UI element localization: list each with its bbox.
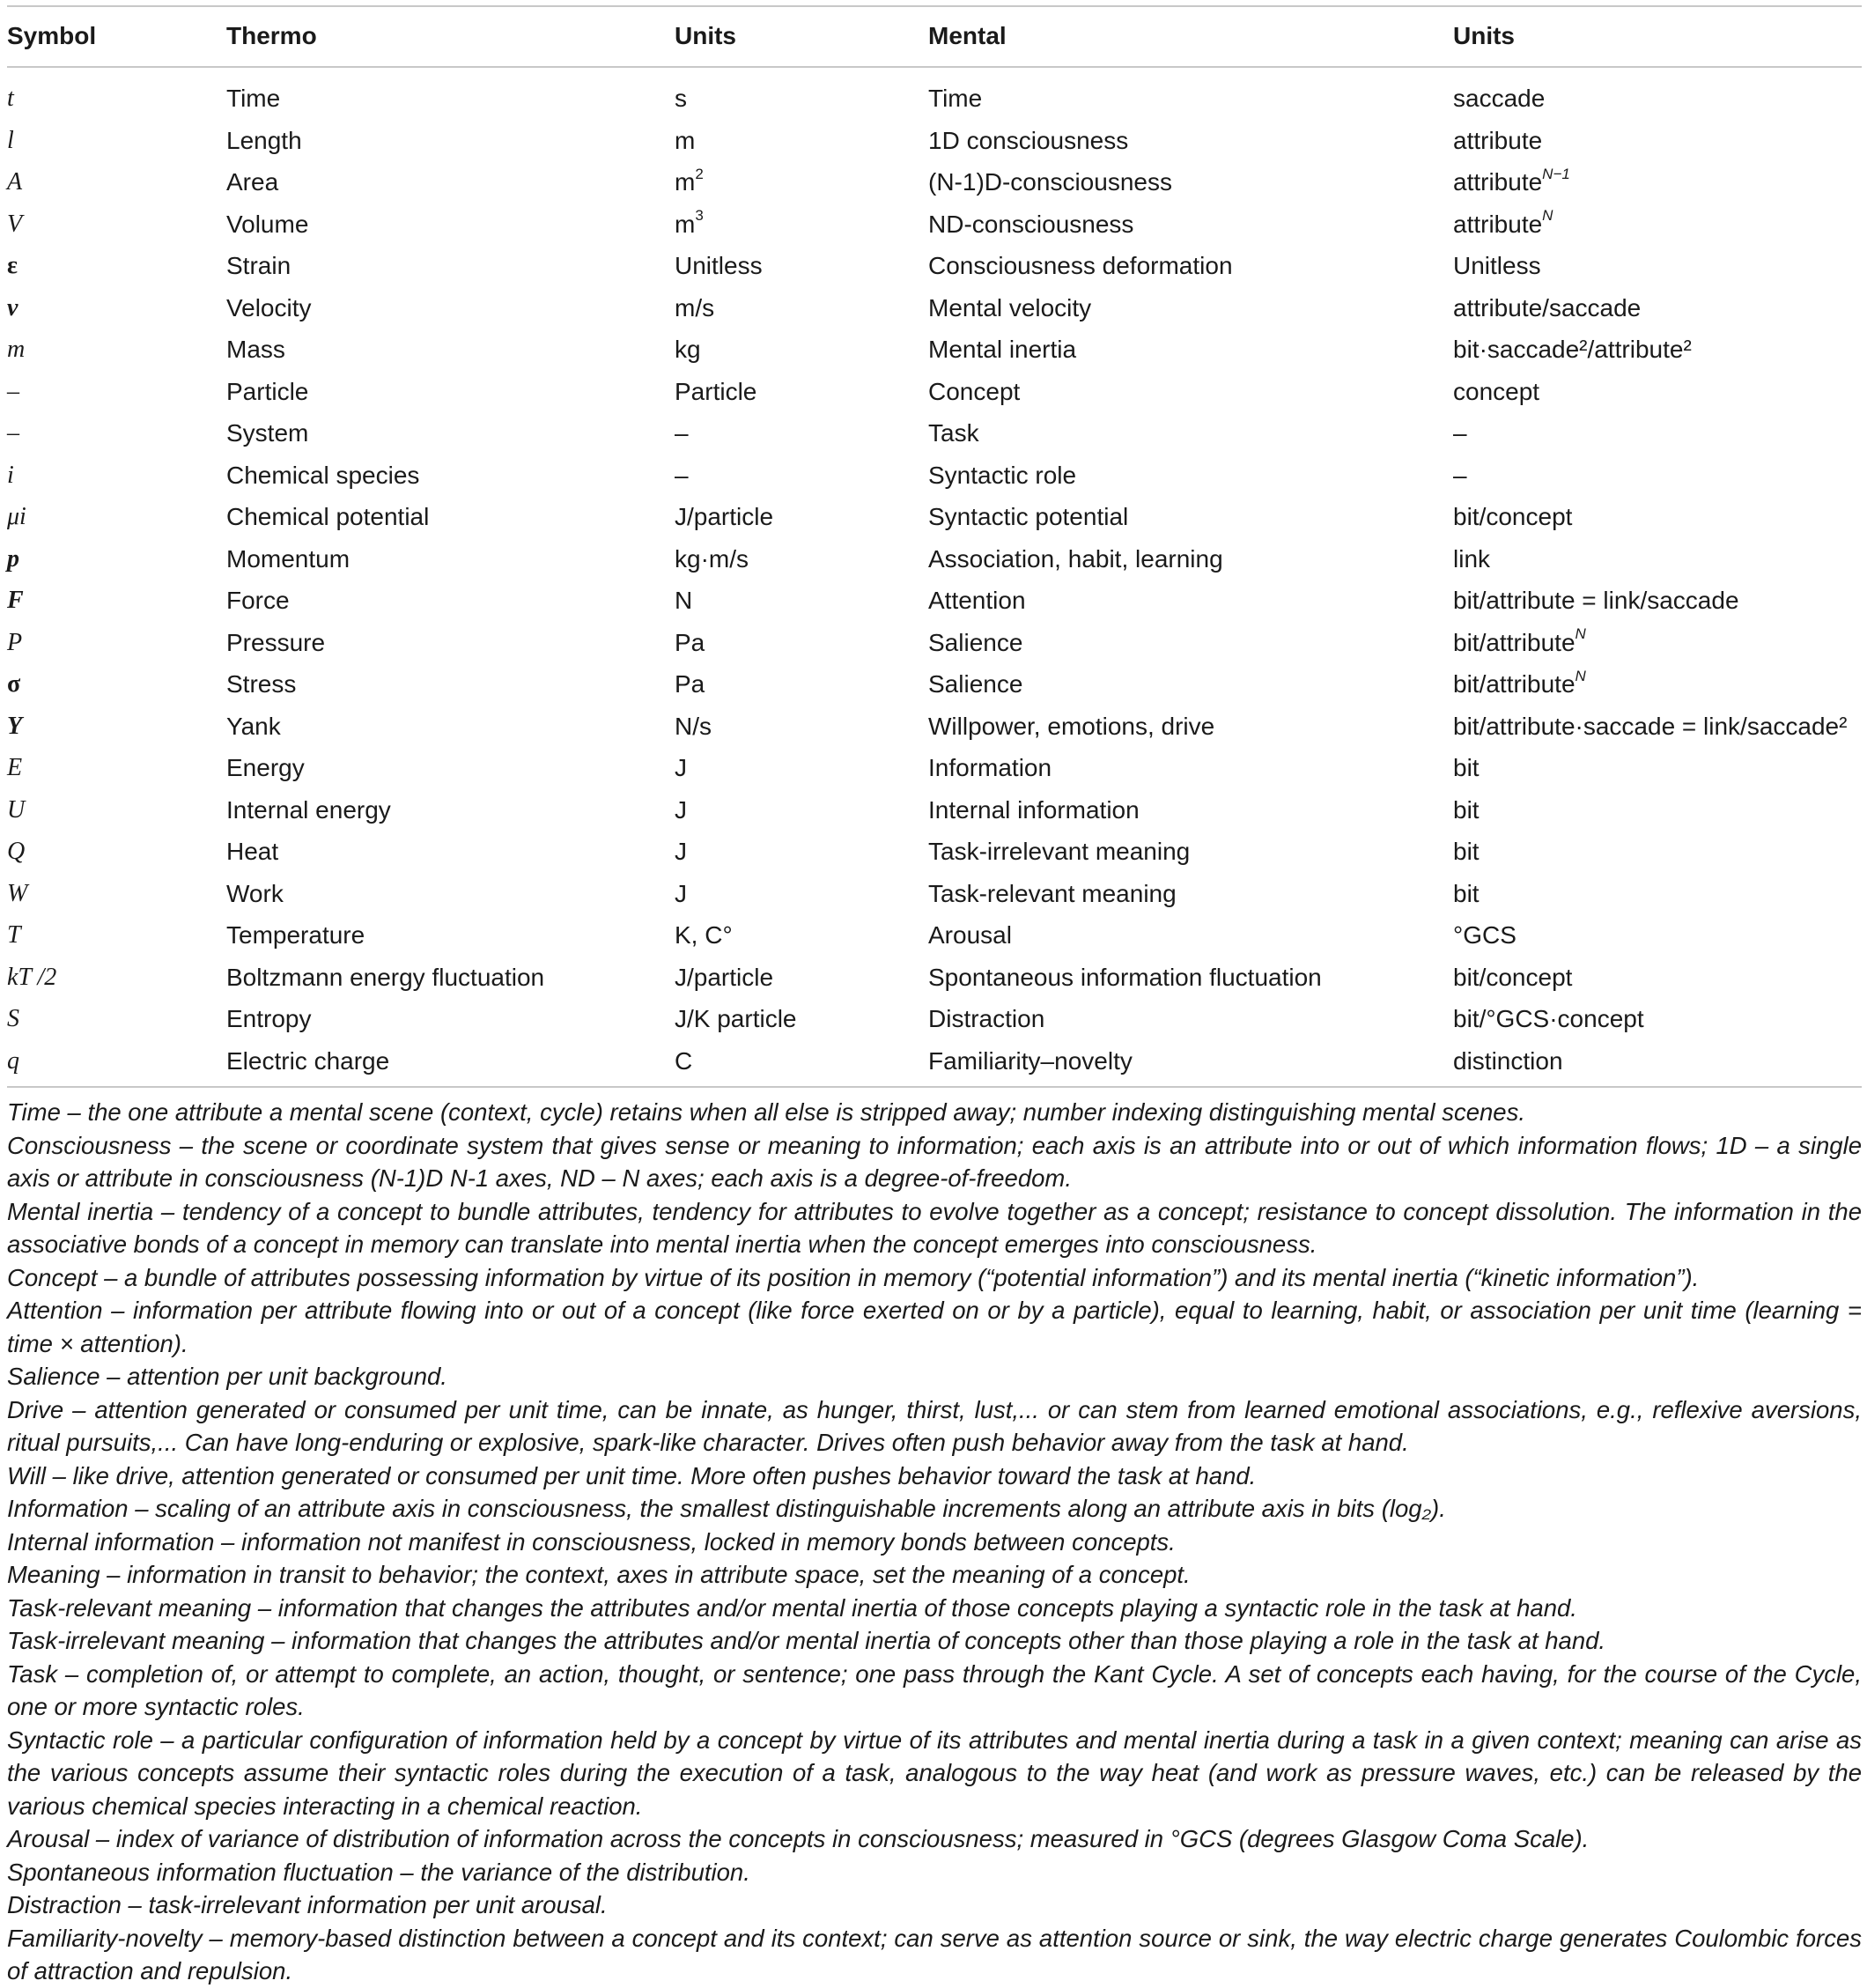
cell-mental-units <box>1453 120 1542 162</box>
cell-symbol <box>7 496 26 538</box>
cell-mental-units-text: bit/attribute = link/saccade <box>1453 587 1739 614</box>
cell-mental-units-text: attribute <box>1453 210 1543 238</box>
cell-mental-units-text: Unitless <box>1453 252 1541 279</box>
cell-units-text: Pa <box>675 670 705 698</box>
cell-thermo-text: Length <box>226 126 302 154</box>
cell-mental <box>928 831 1190 873</box>
cell-mental-text: Information <box>928 754 1052 781</box>
cell-symbol-text: q <box>7 1046 19 1075</box>
table-row <box>0 245 1867 287</box>
table-row <box>0 496 1867 538</box>
cell-thermo <box>226 873 284 915</box>
cell-mental-units-text: bit/attribute <box>1453 628 1576 656</box>
cell-units-text: J/particle <box>675 503 774 530</box>
cell-thermo-text: Mass <box>226 336 285 363</box>
cell-units <box>675 622 705 664</box>
table-row <box>0 622 1867 664</box>
cell-thermo <box>226 161 278 203</box>
cell-mental-text: Task-relevant meaning <box>928 879 1177 907</box>
cell-mental-units-text: concept <box>1453 377 1540 405</box>
table-row <box>0 78 1867 120</box>
cell-units-text: m <box>675 168 696 196</box>
table-row <box>0 789 1867 831</box>
cell-thermo <box>226 580 290 622</box>
cell-thermo-text: Area <box>226 168 279 196</box>
cell-thermo-text: Internal energy <box>226 795 391 824</box>
cell-mental-units-text: attribute <box>1453 126 1543 154</box>
cell-mental-text: Association, habit, learning <box>928 544 1223 573</box>
footnote: Concept – a bundle of attributes possessing information by virtue of its position in memory (“potential information”) and its mental inertia (“kinetic information”). <box>7 1263 1700 1291</box>
footnote: Syntactic role – a particular configuration of information held by a concept by virtue of its attributes and mental inertia during a task in a given context; meaning can arise as the various concepts assume their syntactic roles during the execution of a task, analogous to the way heat (and work as pressure waves, etc.) can be released by the various chemical species interacting in a chemical reaction. <box>7 1726 1862 1820</box>
cell-mental <box>928 957 1322 999</box>
cell-symbol <box>7 455 14 497</box>
cell-units <box>675 120 695 162</box>
cell-mental-units-text: bit/concept <box>1453 503 1573 530</box>
cell-units <box>675 706 712 748</box>
footnote: Information – scaling of an attribute axis in consciousness, the smallest distinguishable increments along an attribute axis in bits (log₂). <box>7 1495 1446 1522</box>
cell-thermo-text: Stress <box>226 670 297 698</box>
cell-units-text: Particle <box>675 377 757 405</box>
cell-symbol-text: kT /2 <box>7 963 57 991</box>
cell-mental-units-text: bit·saccade²/attribute² <box>1453 336 1692 363</box>
cell-symbol <box>7 78 14 120</box>
cell-symbol-text: Y <box>7 712 23 740</box>
table-row <box>0 998 1867 1040</box>
table-row <box>0 203 1867 246</box>
cell-units <box>675 789 687 831</box>
cell-units <box>675 580 692 622</box>
table-row <box>0 161 1867 203</box>
footnote: Arousal – index of variance of distribution of information across the concepts in consciousness; measured in °GCS (degrees Glasgow Coma Scale). <box>7 1825 1590 1852</box>
cell-units <box>675 914 733 957</box>
cell-mental-units <box>1453 245 1541 287</box>
footnote: Consciousness – the scene or coordinate system that gives sense or meaning to information; each axis is an attribute into or out of which information flows; 1D – a single axis or attribute in consciousness (N-1)D N-1 axes, ND – N axes; each axis is a degree-of-freedom. <box>7 1131 1862 1192</box>
cell-symbol-text: W <box>7 879 28 907</box>
cell-symbol-text: Q <box>7 838 26 865</box>
cell-thermo <box>226 78 280 120</box>
cell-symbol-text: E <box>7 754 23 781</box>
cell-thermo-text: Time <box>226 85 281 112</box>
cell-thermo <box>226 957 544 999</box>
cell-units-text: N/s <box>675 712 712 740</box>
footnote: Drive – attention generated or consumed per unit time, can be innate, as hunger, thirst, lust,... or can stem from learned emotional associations, e.g., reflexive aversions, ritual pursuits,... Can have long-enduring or explosive, spark-like character. Drives often push behavior away from the task at hand. <box>7 1395 1862 1456</box>
table-body-rule <box>7 1086 1862 1088</box>
table-row <box>0 957 1867 999</box>
cell-symbol-text: v <box>7 293 18 321</box>
cell-thermo <box>226 789 391 831</box>
cell-units-text: – <box>675 419 689 447</box>
table-row <box>0 329 1867 371</box>
cell-units <box>675 78 687 120</box>
cell-mental-units-superscript: N <box>1575 667 1586 684</box>
cell-thermo <box>226 914 365 957</box>
cell-thermo-text: Chemical potential <box>226 503 430 530</box>
cell-symbol-text: p <box>7 544 19 573</box>
cell-mental-text: Mental inertia <box>928 336 1077 363</box>
cell-symbol <box>7 873 27 915</box>
cell-units-text: J <box>675 879 687 907</box>
cell-mental-units-superscript: N <box>1575 625 1586 643</box>
cell-symbol <box>7 161 22 203</box>
table-row <box>0 287 1867 329</box>
cell-mental-units-text: °GCS <box>1453 921 1516 949</box>
header-mental: Mental <box>928 22 1007 49</box>
cell-symbol <box>7 329 25 371</box>
table-footnotes <box>7 1096 1862 1988</box>
cell-mental <box>928 412 979 455</box>
cell-symbol <box>7 706 22 748</box>
table-row <box>0 747 1867 789</box>
cell-units-superscript: 2 <box>695 165 704 182</box>
cell-symbol-text: μi <box>7 503 26 530</box>
cell-units <box>675 371 756 413</box>
cell-mental <box>928 161 1172 203</box>
cell-mental-units-text: bit/°GCS·concept <box>1453 1005 1644 1032</box>
cell-mental <box>928 706 1214 748</box>
cell-units <box>675 161 704 203</box>
footnote: Task-relevant meaning – information that changes the attributes and/or mental inertia of those concepts playing a syntactic role in the task at hand. <box>7 1593 1577 1622</box>
cell-units <box>675 663 705 706</box>
cell-mental <box>928 245 1233 287</box>
footnote: Time – the one attribute a mental scene (context, cycle) retains when all else is stripped away; number indexing distinguishing mental scenes. <box>7 1098 1525 1126</box>
cell-mental-text: Arousal <box>928 921 1012 949</box>
cell-symbol-text: ε <box>7 252 18 279</box>
cell-symbol <box>7 831 25 873</box>
cell-mental-text: Task <box>928 419 979 447</box>
cell-thermo <box>226 998 312 1040</box>
table-row <box>0 873 1867 915</box>
cell-mental-units <box>1453 1040 1563 1083</box>
cell-units-text: C <box>675 1046 693 1075</box>
cell-mental-units <box>1453 329 1692 371</box>
table-row <box>0 914 1867 957</box>
cell-symbol <box>7 580 24 622</box>
cell-mental-units <box>1453 873 1480 915</box>
cell-mental-units <box>1453 161 1570 203</box>
cell-mental-units <box>1453 287 1641 329</box>
cell-units <box>675 496 773 538</box>
cell-mental <box>928 663 1022 706</box>
cell-units-text: J/particle <box>675 963 774 991</box>
table-row <box>0 455 1867 497</box>
cell-symbol-text: i <box>7 461 14 489</box>
cell-thermo <box>226 203 308 246</box>
cell-thermo-text: Yank <box>226 712 281 740</box>
cell-units-text: J/K particle <box>675 1005 797 1032</box>
cell-mental-text: Willpower, emotions, drive <box>928 712 1215 740</box>
cell-symbol <box>7 622 22 664</box>
header-units: Units <box>675 22 736 49</box>
footnote: Will – like drive, attention generated or consumed per unit time. More often pushes behavior toward the task at hand. <box>7 1461 1257 1489</box>
cell-symbol-text: t <box>7 85 14 112</box>
cell-thermo <box>226 412 308 455</box>
cell-units-text: kg·m/s <box>675 544 749 573</box>
cell-mental <box>928 873 1177 915</box>
cell-units <box>675 538 749 580</box>
cell-symbol-text: S <box>7 1005 19 1032</box>
cell-units-text: – <box>675 461 689 489</box>
cell-mental-units-text: bit <box>1453 879 1480 907</box>
cell-units-text: m/s <box>675 293 715 321</box>
cell-mental-text: Distraction <box>928 1005 1045 1032</box>
cell-mental-units <box>1453 538 1490 580</box>
footnote: Familiarity-novelty – memory-based distinction between a concept and its context; can serve as attention source or sink, the way electric charge generates Coulombic forces of attraction and repulsion. <box>7 1924 1862 1984</box>
cell-units-text: Pa <box>675 628 705 656</box>
cell-units-text: J <box>675 795 687 824</box>
cell-units-text: s <box>675 85 687 112</box>
cell-thermo-text: Electric charge <box>226 1046 390 1075</box>
cell-symbol-text: – <box>7 419 19 447</box>
cell-mental-units-superscript: N−1 <box>1542 165 1570 182</box>
cell-mental-units-text: bit <box>1453 795 1480 824</box>
cell-thermo <box>226 706 281 748</box>
cell-thermo-text: System <box>226 419 309 447</box>
header-thermo: Thermo <box>226 22 317 49</box>
cell-mental-text: Mental velocity <box>928 293 1092 321</box>
cell-units <box>675 455 689 497</box>
cell-thermo-text: Volume <box>226 210 309 238</box>
cell-mental-units-superscript: N <box>1542 207 1553 225</box>
cell-mental-units <box>1453 371 1539 413</box>
cell-thermo <box>226 455 419 497</box>
cell-mental <box>928 998 1044 1040</box>
cell-symbol <box>7 747 22 789</box>
cell-units <box>675 1040 692 1083</box>
cell-mental-units-text: – <box>1453 419 1467 447</box>
cell-mental-units-text: – <box>1453 461 1467 489</box>
cell-symbol-text: A <box>7 168 23 196</box>
cell-symbol-text: σ <box>7 670 21 698</box>
cell-mental <box>928 371 1020 413</box>
table-row <box>0 1040 1867 1083</box>
cell-units-text: Unitless <box>675 252 763 279</box>
cell-mental-text: Salience <box>928 628 1023 656</box>
cell-units-text: m <box>675 126 696 154</box>
cell-mental-units <box>1453 496 1572 538</box>
cell-symbol-text: V <box>7 210 23 238</box>
cell-units <box>675 412 689 455</box>
table-row <box>0 706 1867 748</box>
cell-mental-text: Spontaneous information fluctuation <box>928 963 1322 991</box>
cell-units-text: J <box>675 754 687 781</box>
cell-mental-units <box>1453 78 1545 120</box>
cell-mental-units-text: attribute <box>1453 168 1543 196</box>
cell-symbol <box>7 998 19 1040</box>
table-row <box>0 663 1867 706</box>
cell-thermo <box>226 245 291 287</box>
cell-mental-units <box>1453 789 1480 831</box>
footnote: Distraction – task-irrelevant information per unit arousal. <box>7 1891 608 1918</box>
cell-mental <box>928 329 1076 371</box>
cell-mental-units <box>1453 663 1586 706</box>
cell-units <box>675 831 687 873</box>
cell-thermo-text: Entropy <box>226 1005 312 1032</box>
cell-units <box>675 329 701 371</box>
cell-symbol <box>7 412 19 455</box>
cell-mental-text: Internal information <box>928 795 1140 824</box>
cell-symbol <box>7 245 18 287</box>
cell-mental-units-text: bit/concept <box>1453 963 1573 991</box>
cell-mental-text: Salience <box>928 670 1023 698</box>
cell-mental <box>928 747 1052 789</box>
cell-units <box>675 287 714 329</box>
cell-units <box>675 747 687 789</box>
cell-symbol <box>7 1040 19 1083</box>
footnote: Task-irrelevant meaning – information that changes the attributes and/or mental inertia of concepts other than those playing a role in the task at hand. <box>7 1627 1606 1654</box>
cell-mental-units <box>1453 622 1586 664</box>
cell-mental-units <box>1453 203 1553 246</box>
cell-mental-text: Familiarity–novelty <box>928 1046 1133 1075</box>
cell-symbol <box>7 538 19 580</box>
cell-thermo-text: Temperature <box>226 921 365 949</box>
cell-symbol-text: m <box>7 336 26 363</box>
cell-units <box>675 203 704 246</box>
table-row <box>0 831 1867 873</box>
cell-mental-units <box>1453 957 1572 999</box>
cell-mental-units <box>1453 455 1467 497</box>
cell-thermo-text: Energy <box>226 754 305 781</box>
cell-thermo-text: Chemical species <box>226 461 420 489</box>
cell-mental-units-text: saccade <box>1453 85 1546 112</box>
cell-symbol <box>7 789 25 831</box>
cell-mental-text: 1D consciousness <box>928 126 1129 154</box>
cell-thermo-text: Pressure <box>226 628 326 656</box>
cell-symbol <box>7 957 56 999</box>
cell-mental <box>928 203 1133 246</box>
cell-mental-text: Concept <box>928 377 1021 405</box>
cell-mental-units <box>1453 831 1480 873</box>
cell-thermo <box>226 329 285 371</box>
cell-thermo <box>226 622 325 664</box>
cell-mental-units-text: link <box>1453 544 1491 573</box>
cell-thermo <box>226 538 350 580</box>
cell-thermo <box>226 831 278 873</box>
cell-units <box>675 957 773 999</box>
cell-thermo <box>226 1040 389 1083</box>
cell-thermo-text: Work <box>226 879 284 907</box>
cell-mental-text: Time <box>928 85 983 112</box>
footnote: Attention – information per attribute flowing into or out of a concept (like force exerted on or by a particle), equal to learning, habit, or association per unit time (learning = time × attention). <box>7 1297 1862 1357</box>
footnote: Mental inertia – tendency of a concept to bundle attributes, tendency for attributes to evolve together as a concept; resistance to concept dissolution. The information in the associative bonds of a concept in memory can translate into mental inertia when the concept emerges into consciousness. <box>7 1197 1862 1258</box>
cell-mental <box>928 580 1026 622</box>
cell-symbol-text: U <box>7 795 26 824</box>
cell-thermo <box>226 120 302 162</box>
cell-symbol <box>7 371 19 413</box>
cell-mental <box>928 622 1022 664</box>
footnote: Spontaneous information fluctuation – the variance of the distribution. <box>7 1858 750 1886</box>
cell-mental <box>928 1040 1133 1083</box>
cell-units-text: m <box>675 210 696 238</box>
cell-thermo <box>226 663 296 706</box>
cell-symbol <box>7 203 22 246</box>
cell-units <box>675 998 797 1040</box>
cell-units-text: J <box>675 838 687 865</box>
cell-mental-units <box>1453 580 1739 622</box>
cell-thermo <box>226 747 305 789</box>
table-body <box>0 78 1867 1082</box>
footnote: Internal information – information not manifest in consciousness, locked in memory bonds between concepts. <box>7 1527 1176 1556</box>
cell-symbol-text: l <box>7 126 14 154</box>
header-mental-units: Units <box>1453 22 1515 49</box>
cell-thermo <box>226 371 308 413</box>
cell-thermo-text: Momentum <box>226 544 351 573</box>
cell-mental-units-text: attribute/saccade <box>1453 293 1642 321</box>
footnote: Meaning – information in transit to behavior; the context, axes in attribute space, set the meaning of a concept. <box>7 1561 1191 1588</box>
cell-thermo-text: Particle <box>226 377 309 405</box>
table-header-rule <box>7 66 1862 68</box>
cell-symbol-text: – <box>7 377 19 405</box>
cell-mental-units <box>1453 412 1467 455</box>
cell-mental <box>928 78 982 120</box>
table-row <box>0 120 1867 162</box>
cell-mental <box>928 538 1223 580</box>
cell-units-text: K, C° <box>675 921 733 949</box>
cell-mental <box>928 287 1091 329</box>
cell-symbol-text: F <box>7 587 24 614</box>
cell-mental-text: Syntactic role <box>928 461 1077 489</box>
cell-mental-units-text: bit/attribute·saccade = link/saccade² <box>1453 712 1848 740</box>
table-row <box>0 580 1867 622</box>
cell-symbol <box>7 287 18 329</box>
cell-symbol <box>7 914 21 957</box>
cell-thermo <box>226 287 312 329</box>
cell-units-superscript: 3 <box>695 207 704 225</box>
cell-mental <box>928 455 1076 497</box>
cell-mental <box>928 120 1128 162</box>
cell-mental <box>928 789 1140 831</box>
cell-units-text: N <box>675 587 693 614</box>
cell-mental-units-text: bit/attribute <box>1453 670 1576 698</box>
cell-units <box>675 245 763 287</box>
cell-symbol <box>7 663 20 706</box>
table-row <box>0 371 1867 413</box>
table-row <box>0 538 1867 580</box>
cell-symbol <box>7 120 14 162</box>
cell-units <box>675 873 687 915</box>
cell-mental-text: (N-1)D-consciousness <box>928 168 1172 196</box>
cell-mental-text: Consciousness deformation <box>928 252 1233 279</box>
cell-mental-units-text: bit <box>1453 838 1480 865</box>
cell-mental-text: Task-irrelevant meaning <box>928 838 1191 865</box>
cell-mental-units-text: distinction <box>1453 1046 1563 1075</box>
table-row <box>0 412 1867 455</box>
cell-mental <box>928 496 1128 538</box>
cell-symbol-text: T <box>7 921 21 949</box>
cell-mental-units <box>1453 747 1480 789</box>
cell-thermo-text: Force <box>226 587 290 614</box>
cell-units-text: kg <box>675 336 701 363</box>
header-symbol: Symbol <box>7 22 97 49</box>
cell-mental-text: Attention <box>928 587 1026 614</box>
cell-thermo-text: Velocity <box>226 293 312 321</box>
cell-thermo-text: Boltzmann energy fluctuation <box>226 963 545 991</box>
cell-thermo-text: Strain <box>226 252 291 279</box>
footnote: Task – completion of, or attempt to complete, an action, thought, or sentence; one pass through the Kant Cycle. A set of concepts each having, for the course of the Cycle, one or more syntactic roles. <box>7 1659 1862 1720</box>
cell-mental-units-text: bit <box>1453 754 1480 781</box>
cell-mental-units <box>1453 706 1847 748</box>
cell-thermo <box>226 496 429 538</box>
cell-symbol-text: P <box>7 628 23 656</box>
cell-mental-text: Syntactic potential <box>928 503 1129 530</box>
cell-mental <box>928 914 1012 957</box>
cell-mental-text: ND-consciousness <box>928 210 1134 238</box>
cell-mental-units <box>1453 998 1644 1040</box>
cell-mental-units <box>1453 914 1516 957</box>
table-header <box>0 5 1867 66</box>
cell-thermo-text: Heat <box>226 838 279 865</box>
footnote: Salience – attention per unit background. <box>7 1363 447 1390</box>
